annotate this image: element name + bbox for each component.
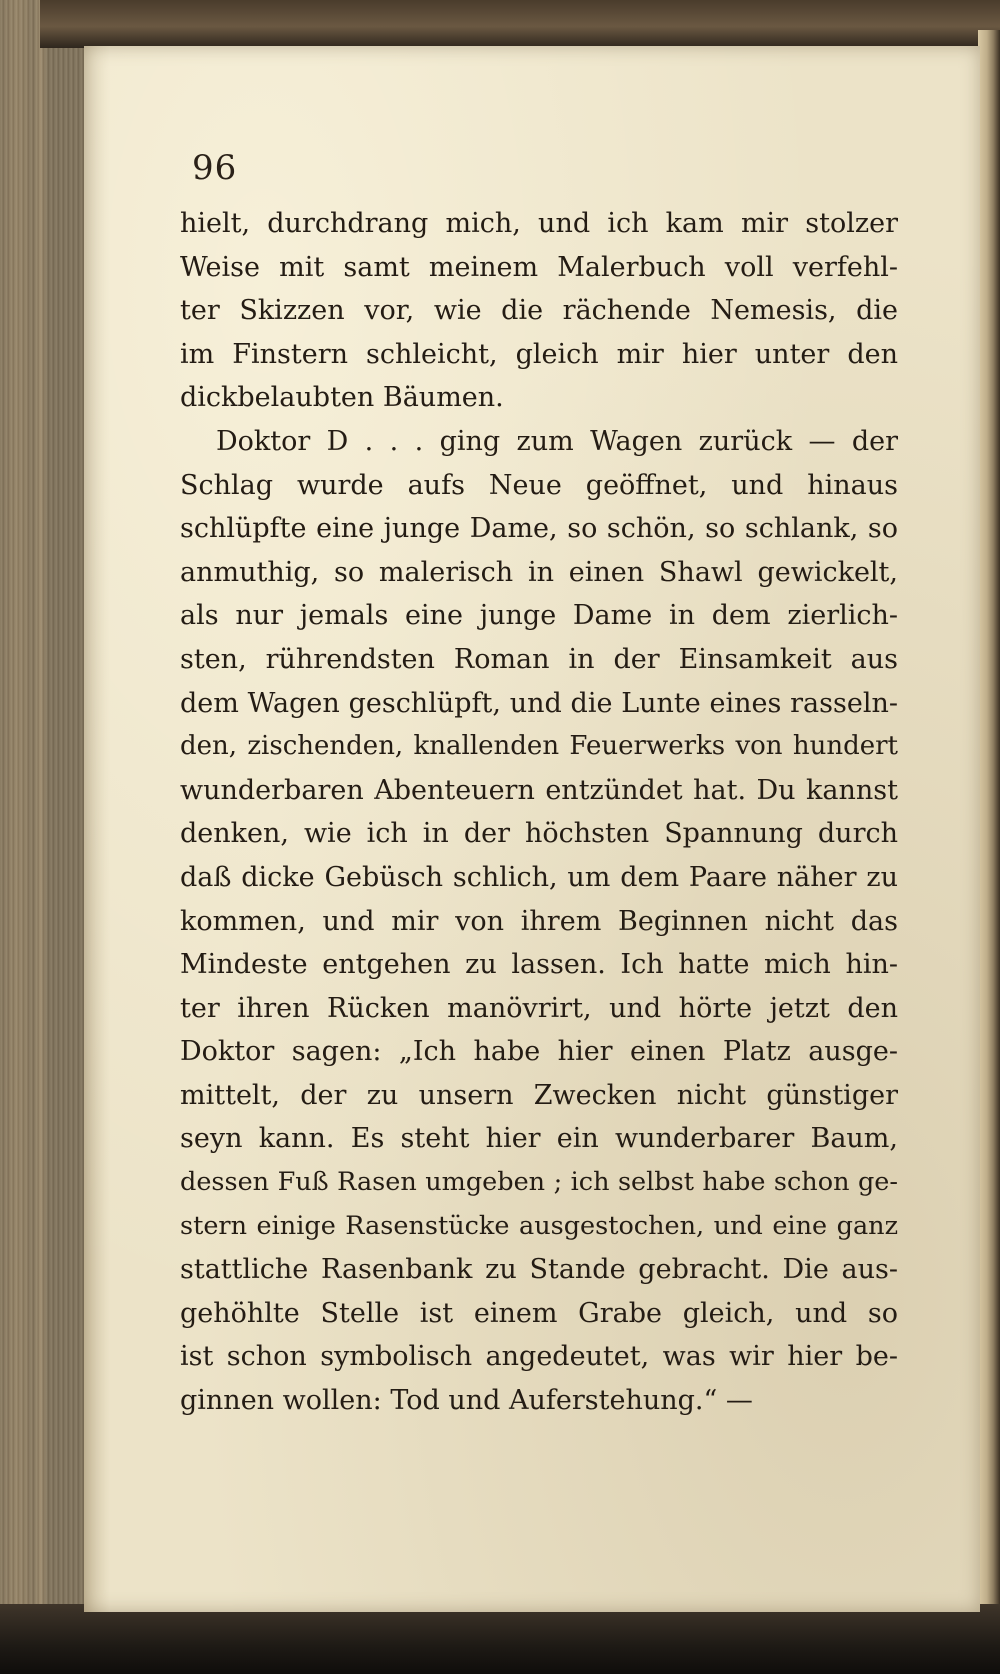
text-line: als nur jemals eine junge Dame in dem zierlich- <box>180 600 898 632</box>
text-line: dem Wagen geschlüpft, und die Lunte eines rasseln- <box>180 687 898 719</box>
body-text <box>180 202 898 1423</box>
text-line: dickbelaubten Bäumen. <box>180 382 504 414</box>
text-line: mittelt, der zu unsern Zwecken nicht günstiger <box>180 1079 898 1111</box>
text-line: kommen, und mir von ihrem Beginnen nicht das <box>180 905 898 937</box>
text-line: schlüpfte eine junge Dame, so schön, so schlank, so <box>180 513 898 545</box>
text-line: denken, wie ich in der höchsten Spannung durch <box>180 818 898 850</box>
text-line: sten, rührendsten Roman in der Einsamkeit aus <box>180 643 898 675</box>
text-line: seyn kann. Es steht hier ein wunderbarer Baum, <box>180 1123 898 1155</box>
text-line: gehöhlte Stelle ist einem Grabe gleich, und so <box>180 1297 898 1329</box>
text-line: Doktor D . . . ging zum Wagen zurück — der <box>216 425 898 457</box>
text-line: stern einige Rasenstücke ausgestochen, und eine ganz <box>180 1210 898 1241</box>
text-line: dessen Fuß Rasen umgeben ; ich selbst habe schon ge- <box>180 1167 898 1198</box>
text-line: Doktor sagen: „Ich habe hier einen Platz ausge- <box>180 1036 898 1068</box>
page-number: 96 <box>192 148 238 188</box>
bottom-binding <box>0 1604 1000 1674</box>
text-line: den, zischenden, knallenden Feuerwerks von hundert <box>180 731 898 762</box>
stacked-page-edges <box>0 0 86 1674</box>
text-line: hielt, durchdrang mich, und ich kam mir stolzer <box>180 208 898 239</box>
text-line: wunderbaren Abenteuern entzündet hat. Du kannst <box>180 774 898 806</box>
text-line: stattliche Rasenbank zu Stande gebracht. Die aus- <box>180 1254 898 1286</box>
text-line: ter ihren Rücken manövrirt, und hörte jetzt den <box>180 992 898 1024</box>
text-line: Weise mit samt meinem Malerbuch voll verfehl- <box>180 251 898 283</box>
text-line: Schlag wurde aufs Neue geöffnet, und hinaus <box>180 469 898 501</box>
text-line: Mindeste entgehen zu lassen. Ich hatte mich hin- <box>180 949 898 981</box>
top-binding <box>40 0 1000 48</box>
text-line: ginnen wollen: Tod und Auferstehung.“ — <box>180 1385 753 1417</box>
text-line: anmuthig, so malerisch in einen Shawl gewickelt, <box>180 556 898 588</box>
text-line: ist schon symbolisch angedeutet, was wir hier be- <box>180 1341 898 1373</box>
text-line: im Finstern schleicht, gleich mir hier unter den <box>180 338 898 370</box>
book-page <box>84 46 980 1612</box>
text-line: ter Skizzen vor, wie die rächende Nemesis, die <box>180 295 898 327</box>
text-line: daß dicke Gebüsch schlich, um dem Paare näher zu <box>180 861 898 893</box>
right-page-edge <box>978 30 1000 1634</box>
